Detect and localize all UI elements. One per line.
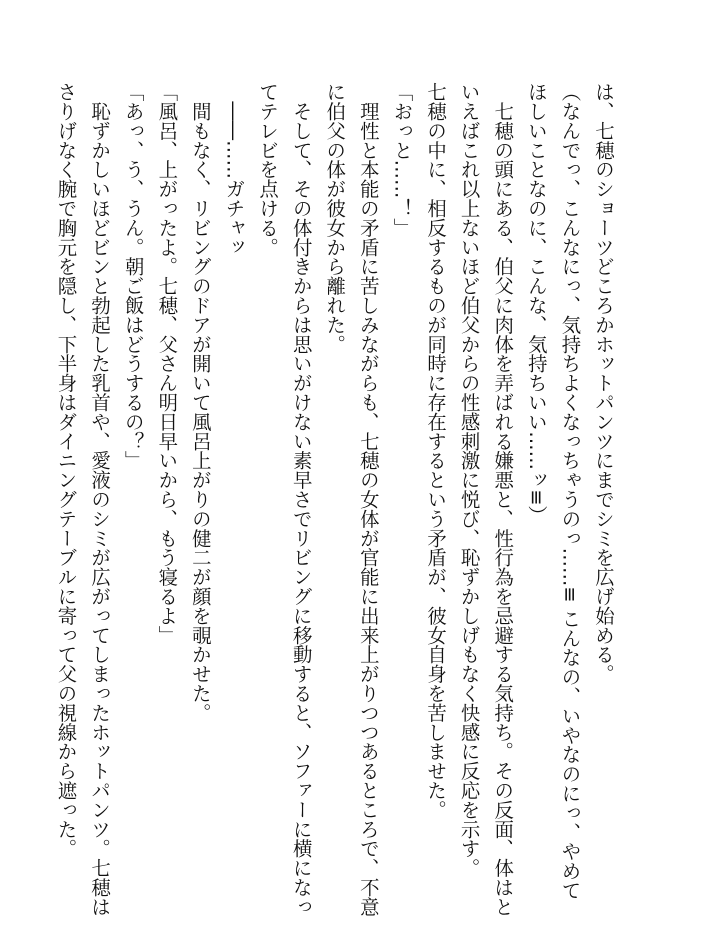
- text-line-15: 「あっ、う、うん。朝ご飯はどうするの？」: [121, 82, 145, 470]
- text-line-6: 七穂の中に、相反するものが同時に存在するという矛盾が、彼女自身を苦しませた。: [424, 82, 448, 820]
- text-line-13: 間もなく、リビングのドアが開いて風呂上がりの健二が顔を覗かせた。: [188, 82, 212, 723]
- text-line-3: ほしいことなのに、こんな、気持ちいい……ッ≡）: [524, 82, 548, 526]
- text-line-11: てテレビを点ける。: [256, 82, 280, 257]
- text-line-4: 七穂の頭にある、伯父に肉体を弄ばれる嫌悪と、性行為を忌避する気持ち。その反面、体はと: [491, 82, 515, 917]
- text-line-8: 理性と本能の矛盾に苦しみながらも、七穂の女体が官能に出来上がりつつあるところで、不意: [356, 82, 380, 917]
- text-line-17: さりげなく腕で胸元を隠し、下半身はダイニングテーブルに寄って父の視線から遮った。: [54, 82, 78, 858]
- text-line-10: そして、その体付きからは思いがけない素早さでリビングに移動すると、ソファーに横になっ: [289, 82, 313, 917]
- text-line-12: ――……ガチャッ: [222, 82, 246, 257]
- text-line-16: 恥ずかしいほどビンと勃起した乳首や、愛液のシミが広がってしまったホットパンツ。七穂は: [88, 82, 112, 917]
- text-line-1: は、七穂のショーツどころかホットパンツにまでシミを広げ始める。: [592, 82, 615, 684]
- text-line-14: 「風呂、上がったよ。七穂、父さん明日早いから、もう寝るよ」: [155, 82, 179, 645]
- text-line-2: （なんでっ、こんなにっ、気持ちよくなっちゃうのっ……≡ こんなの、いやなのにっ、やめて: [558, 82, 582, 900]
- vertical-text-body: [49, 82, 620, 917]
- text-line-5: いえばこれ以上ないほど伯父からの性感刺激に悦び、恥ずかしげもなく快感に反応を示す。: [457, 82, 481, 878]
- text-line-7: 「おっと……！」: [390, 82, 414, 238]
- text-line-9: に伯父の体が彼女から離れた。: [323, 82, 347, 354]
